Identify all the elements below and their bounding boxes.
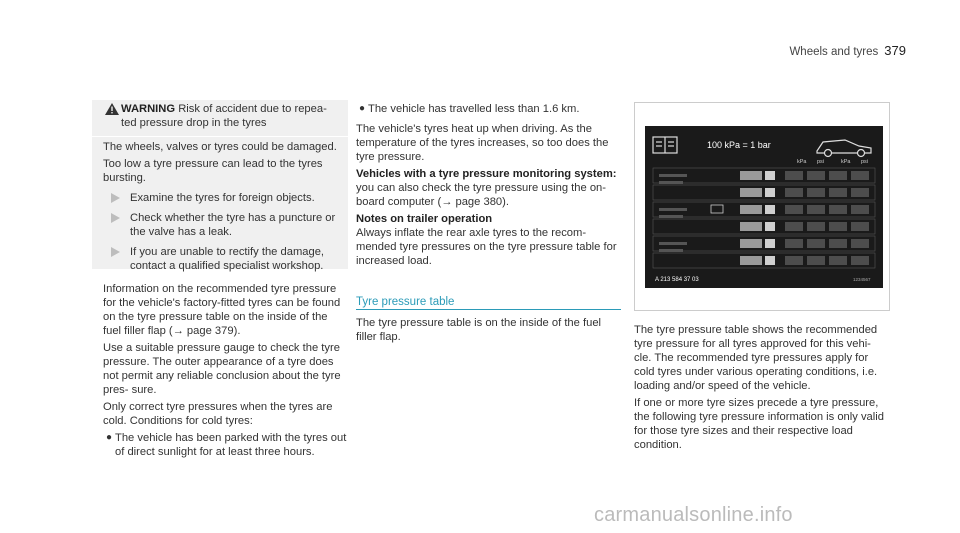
pressure-value-cell	[807, 188, 825, 197]
warning-step	[103, 245, 343, 273]
pressure-value-cell	[807, 171, 825, 180]
tyre-size-text	[659, 181, 683, 184]
warning-text: Too low a tyre pressure can lead to the tyres bursting.	[103, 158, 323, 184]
tyre-pressure-label	[645, 126, 883, 288]
watermark: carmanualsonline.info	[594, 504, 793, 526]
column-1-text	[103, 282, 348, 459]
warning-step	[103, 191, 343, 205]
section-title: Wheels and tyres	[789, 46, 879, 58]
warning-divider	[92, 136, 348, 137]
pressure-value-cell	[829, 239, 847, 248]
pressure-value-cell	[807, 256, 825, 265]
bullet-dot-icon: ●	[358, 103, 366, 114]
pressure-value-cell	[829, 256, 847, 265]
paragraph: Only correct tyre pressures when the tyres are cold. Conditions for cold tyres:	[103, 401, 333, 427]
col-unit: kPa	[841, 159, 851, 165]
tyre-symbol-icon	[765, 256, 775, 265]
step-text: If you are unable to rectify the damage, contact a qualified specialist workshop.	[130, 246, 325, 272]
tyre-size-text	[659, 208, 687, 211]
tyre-symbol-icon	[765, 239, 775, 248]
pressure-value-cell	[807, 222, 825, 231]
part-number: A 213 584 37 03	[655, 277, 699, 283]
pressure-value-cell	[829, 188, 847, 197]
paragraph: you can also check the tyre pressure using the on-board computer (→ page 380).	[356, 182, 606, 208]
tyre-size-text	[659, 242, 687, 245]
tyre-size-text	[659, 174, 687, 177]
car-icon	[817, 140, 871, 157]
pressure-value-cell	[785, 205, 803, 214]
pressure-value-cell	[785, 188, 803, 197]
bullet-text: The vehicle has travelled less than 1.6 km.	[368, 103, 580, 115]
pressure-rows	[653, 168, 875, 268]
label-code: 1234567	[853, 277, 871, 282]
column-2-text	[356, 102, 618, 271]
paragraph: Always inflate the rear axle tyres to the recom- mended tyre pressures on the tyre pressure table for increased load.	[356, 227, 617, 267]
warning-step	[103, 211, 343, 239]
warning-header	[103, 102, 343, 130]
column-3-text	[634, 323, 890, 455]
warning-label: WARNING	[121, 103, 176, 115]
pressure-value-cell	[829, 222, 847, 231]
subheading: Vehicles with a tyre pressure monitoring system:	[356, 168, 617, 180]
pressure-value-cell	[851, 256, 869, 265]
section-underline	[356, 309, 621, 310]
col-unit: psi	[817, 159, 825, 165]
subheading: Notes on trailer operation	[356, 213, 493, 225]
pressure-value-cell	[851, 222, 869, 231]
warning-title: Risk of accident due to repea- ted pressure drop in the tyres	[121, 103, 327, 129]
pressure-value-cell	[851, 188, 869, 197]
pressure-value-cell	[851, 171, 869, 180]
pressure-value-cell	[785, 256, 803, 265]
page-number: 379	[884, 43, 906, 58]
unit-note: 100 kPa = 1 bar	[707, 140, 771, 150]
tyre-symbol-icon	[765, 205, 775, 214]
page-header	[789, 44, 906, 59]
load-symbol-icon	[740, 205, 762, 214]
column-2-text-lower	[356, 316, 618, 347]
pressure-value-cell	[829, 171, 847, 180]
tyre-pressure-label-graphic	[645, 126, 883, 288]
tyre-size-text	[659, 249, 683, 252]
pressure-value-cell	[829, 205, 847, 214]
tyre-symbol-icon	[765, 222, 775, 231]
load-symbol-icon	[740, 188, 762, 197]
col-unit: kPa	[797, 159, 807, 165]
load-symbol-icon	[740, 222, 762, 231]
warning-body	[103, 140, 343, 273]
bullet-dot-icon: ●	[105, 432, 113, 443]
load-symbol-icon	[740, 171, 762, 180]
pressure-value-cell	[851, 239, 869, 248]
arrow-right-icon	[111, 213, 120, 223]
paragraph: The tyre pressure table shows the recommended tyre pressure for all tyres approved for this vehi- cle. The recommended tyre pressures apply for cold tyres under various operating conditions, i.e. loading and/or speed of the vehicle.	[634, 324, 878, 392]
tyre-symbol-icon	[765, 171, 775, 180]
pressure-value-cell	[785, 239, 803, 248]
load-symbol-icon	[740, 256, 762, 265]
step-text: Examine the tyres for foreign objects.	[130, 192, 315, 204]
manual-book-small-icon	[711, 205, 723, 213]
warning-triangle-icon	[103, 103, 121, 115]
pressure-value-cell	[785, 171, 803, 180]
step-text: Check whether the tyre has a puncture or the valve has a leak.	[130, 212, 336, 238]
tyre-size-text	[659, 215, 683, 218]
paragraph: Information on the recommended tyre pressure for the vehicle's factory-fitted tyres can be found on the tyre pressure table on the inside of the fuel filler flap (→ page 379).	[103, 283, 341, 337]
paragraph: The tyre pressure table is on the inside of the fuel filler flap.	[356, 317, 602, 343]
load-symbol-icon	[740, 239, 762, 248]
paragraph: The vehicle's tyres heat up when driving. As the temperature of the tyres increases, so too does the tyre pressure.	[356, 123, 609, 163]
bullet-item	[103, 431, 348, 459]
manual-book-icon	[653, 137, 677, 153]
arrow-right-icon	[111, 247, 120, 257]
warning-text: The wheels, valves or tyres could be damaged.	[103, 141, 337, 153]
paragraph: Use a suitable pressure gauge to check the tyre pressure. The outer appearance of a tyre does not permit any reliable conclusion about the tyre pres- sure.	[103, 342, 341, 396]
arrow-right-icon	[111, 193, 120, 203]
bullet-text: The vehicle has been parked with the tyres out of direct sunlight for at least three hours.	[115, 432, 347, 458]
col-unit: psi	[861, 159, 869, 165]
pressure-value-cell	[807, 239, 825, 248]
bullet-item	[356, 102, 618, 116]
paragraph: If one or more tyre sizes precede a tyre pressure, the following tyre pressure information is only valid for those tyre sizes and their respective load condition.	[634, 397, 884, 451]
section-heading: Tyre pressure table	[356, 296, 455, 308]
tyre-symbol-icon	[765, 188, 775, 197]
pressure-value-cell	[807, 205, 825, 214]
pressure-value-cell	[851, 205, 869, 214]
pressure-value-cell	[785, 222, 803, 231]
